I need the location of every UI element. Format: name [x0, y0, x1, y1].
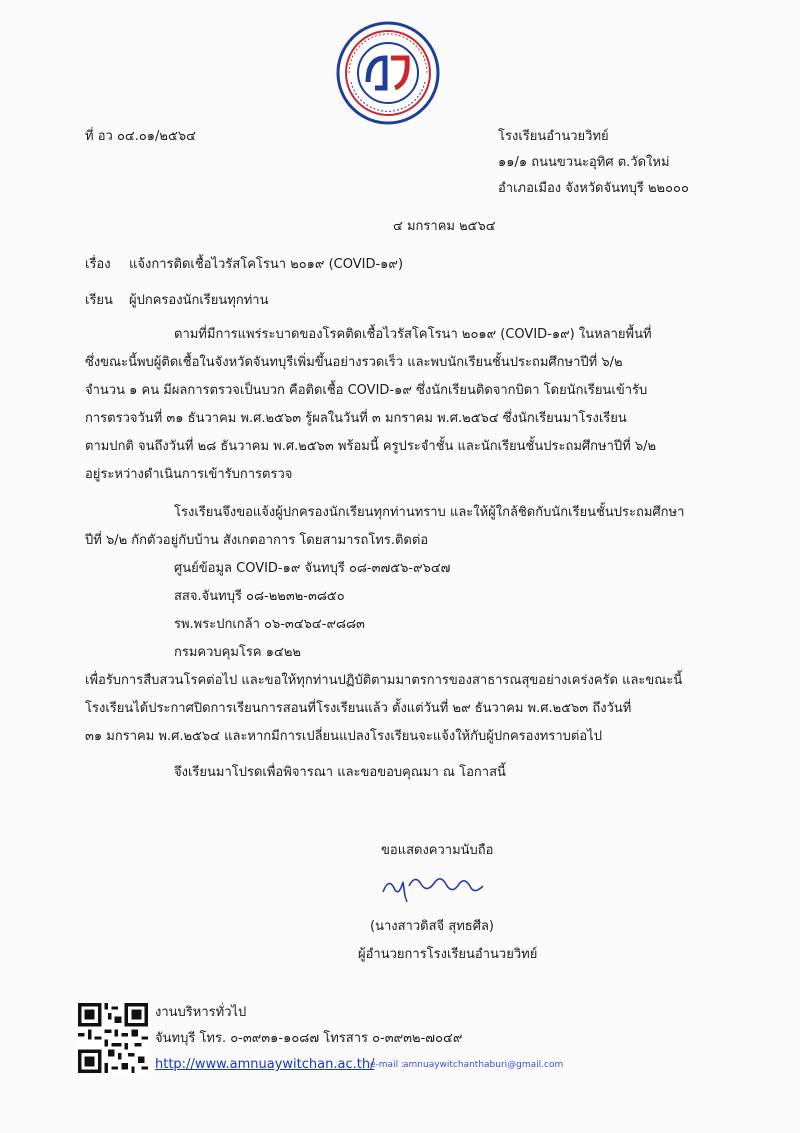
school-address-line2: อำเภอเมือง จังหวัดจันทบุรี ๒๒๐๐๐	[498, 181, 689, 196]
salutation-label: เรียน	[85, 293, 113, 308]
paragraph3-line: ๓๑ มกราคม พ.ศ.๒๕๖๔ และหากมีการเปลี่ยนแปลงโรงเรียนจะแจ้งให้กับผู้ปกครองทราบต่อไป	[85, 729, 602, 744]
school-logo-icon	[335, 20, 441, 126]
contact-line: ศูนย์ข้อมูล COVID-๑๙ จันทบุรี ๐๘-๓๗๕๖-๙๖๔๗	[174, 561, 451, 576]
signer-name: (นางสาวดิสจี สุทธศีล)	[370, 919, 494, 934]
paragraph1-line: ตามที่มีการแพร่ระบาดของโรคติดเชื้อไวรัสโคโรนา ๒๐๑๙ (COVID-๑๙) ในหลายพื้นที่	[174, 327, 652, 342]
paragraph3-line: เพื่อรับการสืบสวนโรคต่อไป และขอให้ทุกท่านปฏิบัติตามมาตรการของสาธารณสุขอย่างเคร่งครัด และขณะนี้	[85, 673, 683, 688]
reference-number: ที่ อว ๐๔.๐๑/๒๕๖๔	[85, 129, 196, 144]
school-address-line1: ๑๑/๑ ถนนขวนะอุทิศ ต.วัดใหม่	[498, 155, 670, 170]
letter-date: ๔ มกราคม ๒๕๖๔	[393, 219, 496, 234]
subject-text: แจ้งการติดเชื้อไวรัสโคโรนา ๒๐๑๙ (COVID-๑๙)	[129, 257, 404, 272]
paragraph3-line: โรงเรียนได้ประกาศปิดการเรียนการสอนที่โรงเรียนแล้ว ตั้งแต่วันที่ ๒๙ ธันวาคม พ.ศ.๒๕๖๓ ถึงวันที่	[85, 701, 632, 716]
paragraph2-line: ปีที่ ๖/๒ กักตัวอยู่กับบ้าน สังเกตอาการ โดยสามารถโทร.ติดต่อ	[85, 533, 429, 548]
salutation-text: ผู้ปกครองนักเรียนทุกท่าน	[129, 293, 269, 308]
paragraph2-line: โรงเรียนจึงขอแจ้งผู้ปกครองนักเรียนทุกท่านทราบ และให้ผู้ใกล้ชิดกับนักเรียนชั้นประถมศึกษา	[174, 505, 685, 520]
closing-phrase: ขอแสดงความนับถือ	[381, 843, 494, 858]
email-address[interactable]: amnuaywitchanthaburi@gmail.com	[403, 1060, 564, 1070]
qr-code-icon	[78, 1003, 148, 1073]
school-website-link[interactable]: http://www.amnuaywitchan.ac.th/	[155, 1057, 375, 1072]
closing-paragraph: จึงเรียนมาโปรดเพื่อพิจารณา และขอขอบคุณมา ณ โอกาสนี้	[174, 765, 506, 780]
paragraph1-line: ซึ่งขณะนี้พบผู้ติดเชื้อในจังหวัดจันทบุรีเพิ่มขึ้นอย่างรวดเร็ว และพบนักเรียนชั้นประถมศึกษาปีที่ ๖/๒	[85, 355, 623, 370]
paragraph1-line: จำนวน ๑ คน มีผลการตรวจเป็นบวก คือติดเชื้อ COVID-๑๙ ซึ่งนักเรียนติดจากบิดา โดยนักเรียนเข้ารับ	[85, 383, 648, 398]
subject-label: เรื่อง	[85, 257, 111, 272]
email-label: e-mail :	[370, 1060, 404, 1070]
school-name: โรงเรียนอำนวยวิทย์	[498, 129, 609, 144]
paragraph1-line: อยู่ระหว่างดำเนินการเข้ารับการตรวจ	[85, 467, 293, 482]
footer-department: งานบริหารทั่วไป	[155, 1005, 247, 1020]
contact-line: กรมควบคุมโรค ๑๔๒๒	[174, 645, 301, 660]
contact-line: สสจ.จันทบุรี ๐๘-๒๒๓๒-๓๘๕๐	[174, 589, 345, 604]
footer-phone: จันทบุรี โทร. ๐-๓๙๓๑-๑๐๘๗ โทรสาร ๐-๓๙๓๒-๗๐๔๙	[155, 1031, 463, 1046]
signer-title: ผู้อำนวยการโรงเรียนอำนวยวิทย์	[358, 947, 538, 962]
signature-icon	[375, 866, 495, 906]
paragraph1-line: ตามปกติ จนถึงวันที่ ๒๘ ธันวาคม พ.ศ.๒๕๖๓ พร้อมนี้ ครูประจำชั้น และนักเรียนชั้นประถมศึกษาปีที่ ๖/๒	[85, 439, 657, 454]
paragraph1-line: การตรวจวันที่ ๓๑ ธันวาคม พ.ศ.๒๕๖๓ รู้ผลในวันที่ ๓ มกราคม พ.ศ.๒๕๖๔ ซึ่งนักเรียนมาโรงเรียน	[85, 411, 627, 426]
contact-line: รพ.พระปกเกล้า ๐๖-๓๔๖๔-๙๘๘๓	[174, 617, 365, 632]
